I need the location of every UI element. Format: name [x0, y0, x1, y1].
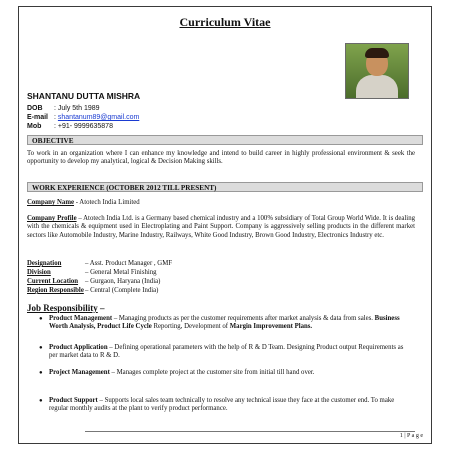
photo-hair: [365, 48, 389, 58]
job-item: ● Product Application – Defining operational parameters with the help of R & D Team. Designing Product output Requirements as per market data to R & D.: [39, 344, 404, 360]
email-link[interactable]: shantanum89@gmail.com: [57, 114, 140, 121]
email-row: E-mail : shantanum89@gmail.com: [27, 114, 140, 121]
profile-photo: [345, 43, 409, 99]
dob-row: DOB : July 5th 1989: [27, 105, 100, 112]
job-item: ● Project Management – Manages complete project at the customer site from initial till hand over.: [39, 369, 315, 376]
objective-heading: OBJECTIVE: [27, 135, 423, 145]
bullet-icon: ●: [39, 345, 43, 351]
designation-row: Designation – Asst. Product Manager , GMF: [27, 260, 173, 267]
bullet-icon: ●: [39, 370, 43, 376]
page-footer: 1 | P a g e: [19, 433, 423, 439]
document-title: Curriculum Vitae: [179, 15, 271, 29]
division-row: Division – General Metal Finishing: [27, 269, 157, 276]
candidate-name: SHANTANU DUTTA MISHRA: [27, 91, 141, 101]
objective-text: To work in an organization where I can enhance my knowledge and intend to build career in highly professional environment & seek the opportunity to develop my analytical, logical & Decision Making skills.: [27, 150, 415, 166]
job-item: ● Product Management – Managing products as per the customer requirements after market analysis & data from sales. Business Worth Analysis, Product Life Cycle Reporting, Development of Margin Improvement Plans.: [39, 315, 400, 331]
current-location-row: Current Location – Gurgaon, Haryana (India): [27, 278, 161, 285]
cv-page: [18, 6, 432, 444]
job-item: ● Product Support – Supports local sales team technically to resolve any technical issue they face at the customer end. To make regular monthly audits at the plant to verify product performance.: [39, 397, 395, 413]
mobile-row: Mob : +91- 9999635878: [27, 123, 113, 130]
region-row: Region Responsible– Central (Complete India): [27, 287, 159, 294]
job-responsibility-heading: Job Responsibility –: [27, 303, 105, 313]
bullet-icon: ●: [39, 398, 43, 404]
work-experience-heading: WORK EXPERIENCE (OCTOBER 2012 TILL PRESENT): [27, 182, 423, 192]
photo-shirt: [356, 75, 398, 99]
company-name-line: Company Name - Atotech India Limited: [27, 199, 140, 206]
bullet-icon: ●: [39, 316, 43, 322]
footer-divider: [85, 431, 415, 432]
company-profile: Company Profile – Atotech India Ltd. is a Germany based chemical industry and a 100% subsidiary of Total Group World Wide. It is dealing with the chemicals & equipment used in Electroplating and Paint Support. Company is aggressively selling products in the different market sectors like Automobile Industry, Marine Industry, Railways, White Good Industry, Brown Good Industry, Electronics Industry etc.: [27, 215, 415, 239]
